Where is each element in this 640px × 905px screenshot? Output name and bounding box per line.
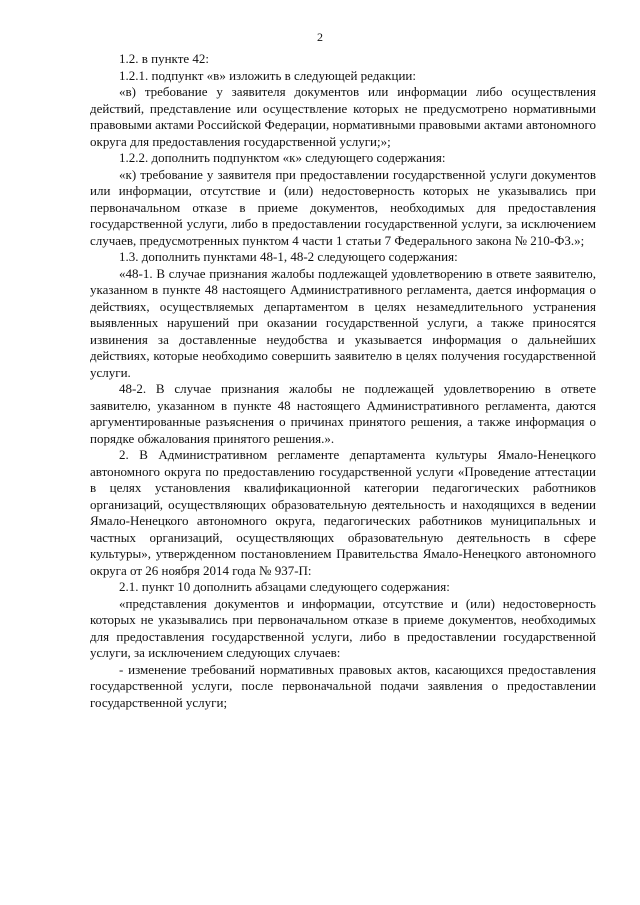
paragraph-subitem-k: «к) требование у заявителя при предоставлении государственной услуги документов или информации, отсутствие и (или) недостоверность которых не указывались при первоначальном отказе в приеме документов, необходимых для предоставления государственной услуги, либо в предоставлении государственной услуги, за исключением случаев, предусмотренных пунктом 4 части 1 статьи 7 Федерального закона № 210-ФЗ.»; — [90, 166, 596, 248]
paragraph-2-1: 2.1. пункт 10 дополнить абзацами следующего содержания: — [119, 579, 450, 594]
paragraph-1-2-2: 1.2.2. дополнить подпунктом «к» следующего содержания: — [119, 150, 446, 165]
paragraph-representation: «представления документов и информации, отсутствие и (или) недостоверность которых не указывались при первоначальном отказе в приеме документов, необходимых для предоставления государственной услуги, либо в предоставлении государственной услуги, за исключением следующих случаев: — [90, 595, 596, 660]
page-number: 2 — [317, 30, 323, 44]
paragraph-1-3: 1.3. дополнить пунктами 48-1, 48-2 следующего содержания: — [119, 249, 458, 264]
paragraph-48-1: «48-1. В случае признания жалобы подлежащей удовлетворению в ответе заявителю, указанном в пункте 48 настоящего Административного регламента, дается информация о действиях, осуществляемых департаментом в целях незамедлительного устранения выявленных нарушений при оказании государственной услуги, а также приносятся извинения за доставленные неудобства и указывается информация о дальнейших действиях, которые необходимо совершить заявителю в целях получения государственной услуги. — [90, 265, 596, 380]
document-body — [90, 51, 596, 711]
paragraph-1-2-1: 1.2.1. подпункт «в» изложить в следующей редакции: — [119, 67, 416, 83]
paragraph-48-2: 48-2. В случае признания жалобы не подлежащей удовлетворению в ответе заявителю, указанном в пункте 48 настоящего Административного регламента, даются аргументированные разъяснения о причинах принятого решения, а также информация о порядке обжалования принятого решения.». — [90, 381, 596, 446]
paragraph-subitem-v: «в) требование у заявителя документов или информации либо осуществления действий, представление или осуществление которых не предусмотрено нормативными правовыми актами Российской Федерации, нормативными правовыми актами автономного округа для предоставления государственной услуги;»; — [90, 84, 596, 149]
paragraph-1-2: 1.2. в пункте 42: — [119, 51, 210, 66]
paragraph-exception-1: - изменение требований нормативных правовых актов, касающихся предоставления государственной услуги, после первоначальной подачи заявления о предоставлении государственной услуги; — [90, 661, 596, 710]
paragraph-2: 2. В Административном регламенте департамента культуры Ямало-Ненецкого автономного округа по предоставлению государственной услуги «Проведение аттестации в целях установления квалификационной категории педагогических работников организаций, осуществляющих образовательную деятельность и находящихся в ведении Ямало-Ненецкого автономного округа, педагогических работников муниципальных и частных организаций, осуществляющих образовательную деятельность в сфере культуры», утвержденном постановлением Правительства Ямало-Ненецкого автономного округа от 26 ноября 2014 года № 937-П: — [90, 447, 596, 578]
